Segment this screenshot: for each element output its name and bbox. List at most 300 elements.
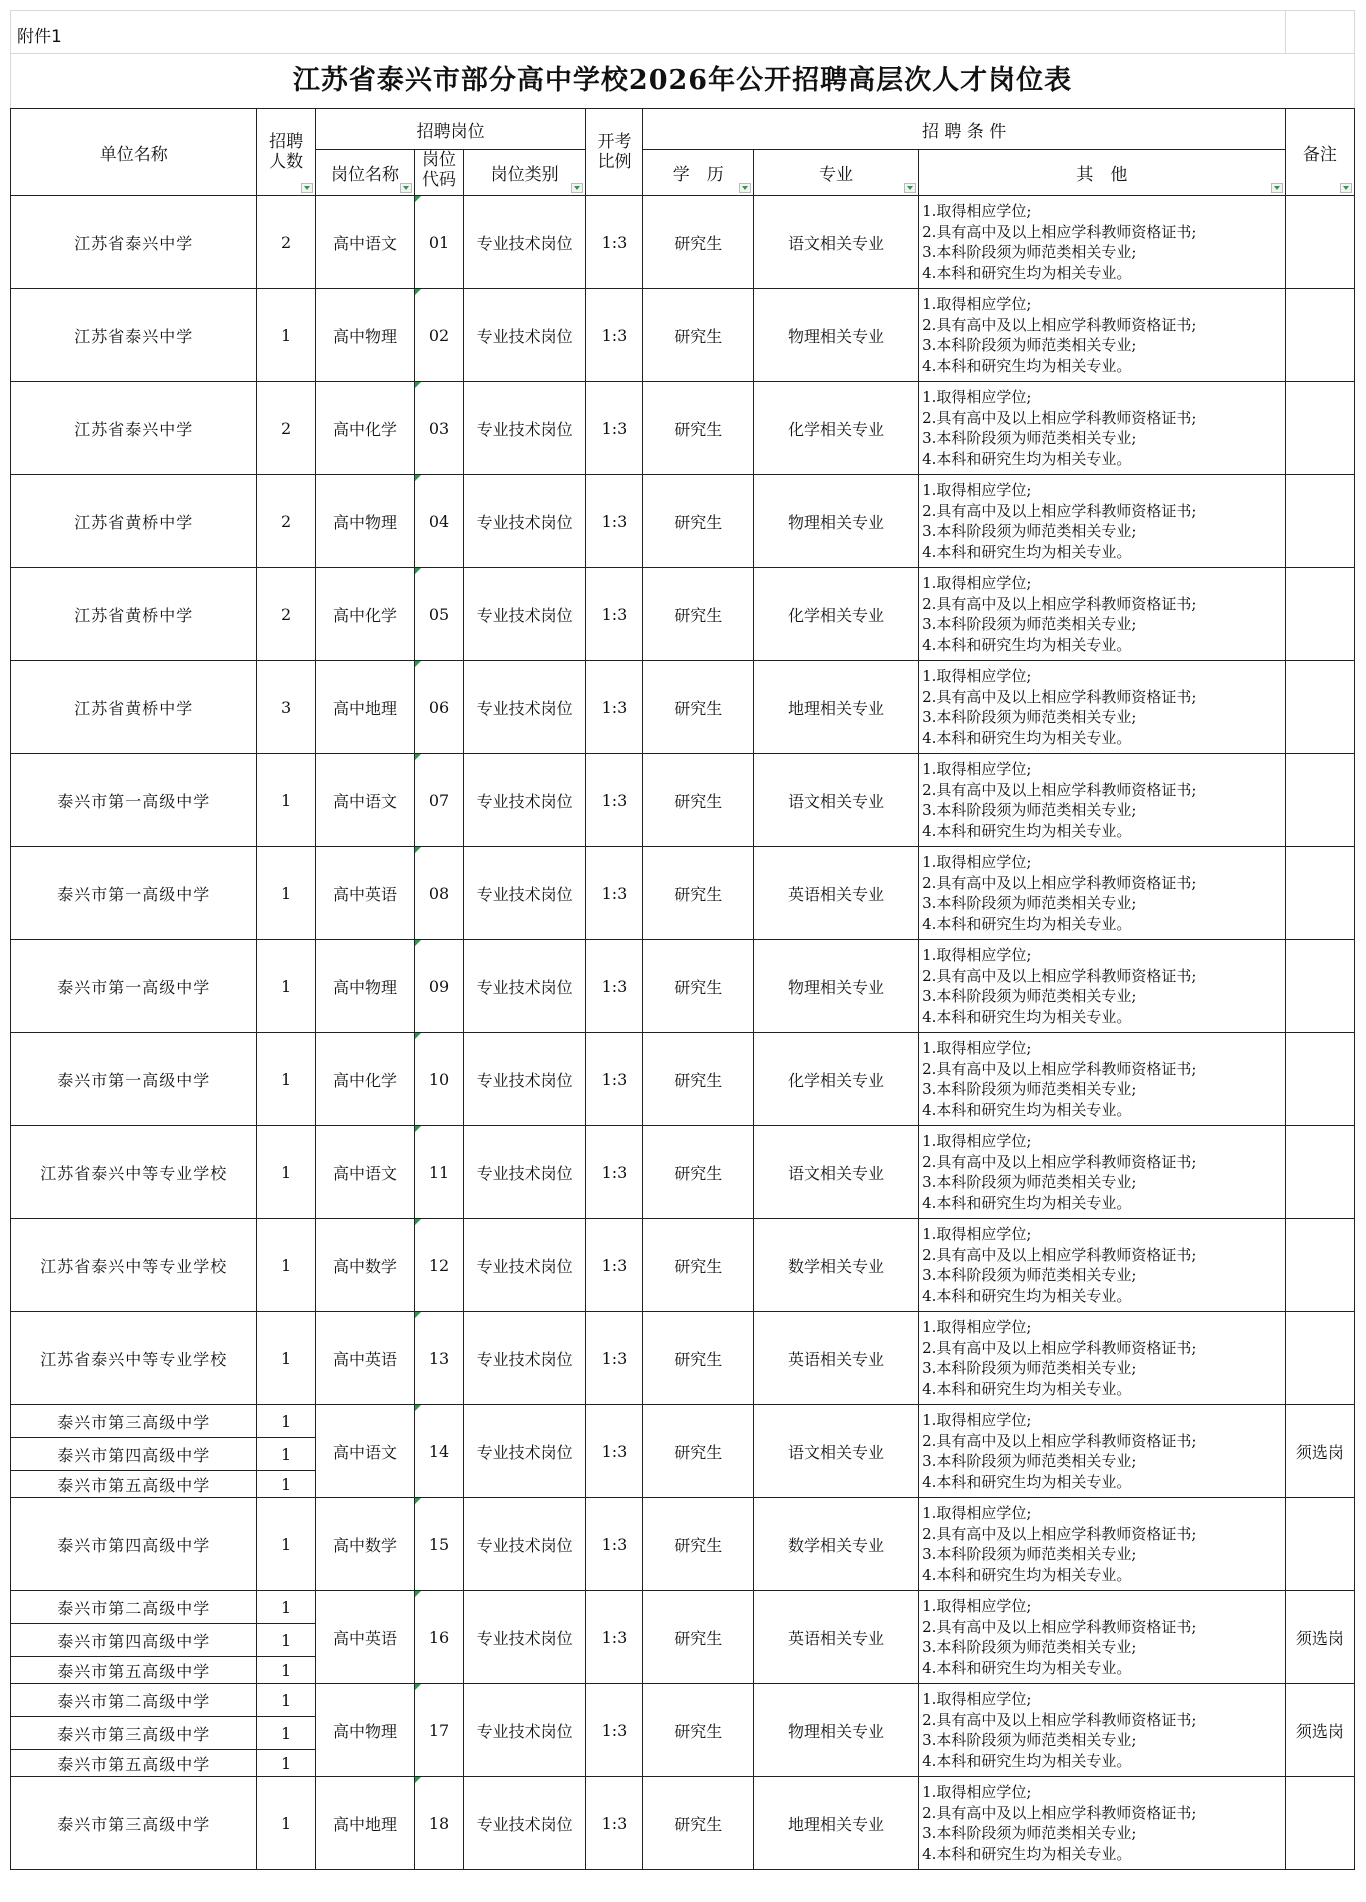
major-cell: 化学相关专业 bbox=[753, 568, 918, 661]
major-cell: 数学相关专业 bbox=[753, 1498, 918, 1591]
post-name-cell: 高中化学 bbox=[315, 382, 415, 475]
count-cell: 2 bbox=[257, 382, 315, 475]
table-row bbox=[11, 1312, 1355, 1405]
post-name-cell: 高中物理 bbox=[315, 475, 415, 568]
major-cell: 物理相关专业 bbox=[753, 475, 918, 568]
major-cell: 化学相关专业 bbox=[753, 382, 918, 475]
condition-line: 4.本科和研究生均为相关专业。 bbox=[922, 821, 1132, 840]
header-unit-name: 单位名称 bbox=[11, 109, 257, 196]
ratio-cell: 1:3 bbox=[586, 661, 643, 754]
conditions-cell bbox=[919, 475, 1286, 568]
conditions-cell bbox=[919, 1684, 1286, 1777]
post-name-cell: 高中物理 bbox=[315, 940, 415, 1033]
post-code-text: 13 bbox=[428, 1348, 450, 1368]
comment-marker-icon bbox=[415, 196, 421, 202]
table-row bbox=[11, 1405, 1355, 1438]
condition-line: 3.本科阶段须为师范类相关专业; bbox=[922, 336, 1137, 354]
conditions-cell bbox=[919, 568, 1286, 661]
condition-line: 4.本科和研究生均为相关专业。 bbox=[922, 1286, 1132, 1305]
condition-line: 2.具有高中及以上相应学科教师资格证书; bbox=[922, 315, 1197, 334]
condition-line: 2.具有高中及以上相应学科教师资格证书; bbox=[922, 594, 1197, 613]
remark-cell bbox=[1285, 1219, 1354, 1312]
major-cell: 数学相关专业 bbox=[753, 1219, 918, 1312]
education-cell: 研究生 bbox=[643, 1684, 753, 1777]
unit-name-cell: 泰兴市第一高级中学 bbox=[11, 940, 257, 1033]
condition-line: 4.本科和研究生均为相关专业。 bbox=[922, 356, 1132, 375]
condition-line: 1.取得相应学位; bbox=[922, 853, 1032, 871]
count-cell: 1 bbox=[257, 1471, 315, 1498]
remark-cell bbox=[1285, 661, 1354, 754]
table-row bbox=[11, 847, 1355, 940]
unit-name-cell: 泰兴市第四高级中学 bbox=[11, 1498, 257, 1591]
condition-line: 4.本科和研究生均为相关专业。 bbox=[922, 1100, 1132, 1119]
condition-line: 2.具有高中及以上相应学科教师资格证书; bbox=[922, 1152, 1197, 1171]
comment-marker-icon bbox=[415, 1219, 421, 1225]
comment-marker-icon bbox=[415, 475, 421, 481]
table-row bbox=[11, 754, 1355, 847]
header-education[interactable]: 学 历 bbox=[643, 150, 753, 196]
major-cell: 地理相关专业 bbox=[753, 661, 918, 754]
conditions-cell bbox=[919, 1777, 1286, 1870]
major-cell: 语文相关专业 bbox=[753, 1126, 918, 1219]
post-name-cell: 高中地理 bbox=[315, 1777, 415, 1870]
post-type-cell: 专业技术岗位 bbox=[463, 475, 586, 568]
condition-line: 1.取得相应学位; bbox=[922, 1225, 1032, 1243]
conditions-cell bbox=[919, 661, 1286, 754]
header-post-group: 招聘岗位 bbox=[315, 109, 586, 150]
post-type-cell: 专业技术岗位 bbox=[463, 847, 586, 940]
filter-dropdown-icon[interactable] bbox=[739, 183, 751, 193]
education-cell: 研究生 bbox=[643, 754, 753, 847]
condition-line: 2.具有高中及以上相应学科教师资格证书; bbox=[922, 501, 1197, 520]
ratio-cell: 1:3 bbox=[586, 289, 643, 382]
comment-marker-icon bbox=[415, 289, 421, 295]
post-code-text: 07 bbox=[428, 790, 450, 810]
major-cell: 物理相关专业 bbox=[753, 940, 918, 1033]
table-row bbox=[11, 289, 1355, 382]
filter-dropdown-icon[interactable] bbox=[301, 183, 313, 193]
conditions-cell bbox=[919, 754, 1286, 847]
condition-line: 4.本科和研究生均为相关专业。 bbox=[922, 1844, 1132, 1863]
header-ratio: 开考比例 bbox=[586, 109, 643, 196]
comment-marker-icon bbox=[415, 661, 421, 667]
post-type-cell: 专业技术岗位 bbox=[463, 196, 586, 289]
condition-line: 4.本科和研究生均为相关专业。 bbox=[922, 1565, 1132, 1584]
filter-dropdown-icon[interactable] bbox=[1271, 183, 1283, 193]
conditions-cell bbox=[919, 1126, 1286, 1219]
unit-name-cell: 江苏省黄桥中学 bbox=[11, 661, 257, 754]
post-type-cell: 专业技术岗位 bbox=[463, 1405, 586, 1498]
count-cell: 1 bbox=[257, 1126, 315, 1219]
condition-line: 3.本科阶段须为师范类相关专业; bbox=[922, 708, 1137, 726]
unit-name-cell: 江苏省泰兴中学 bbox=[11, 289, 257, 382]
count-cell: 1 bbox=[257, 1312, 315, 1405]
ratio-cell: 1:3 bbox=[586, 1777, 643, 1870]
remark-cell bbox=[1285, 289, 1354, 382]
filter-dropdown-icon[interactable] bbox=[904, 183, 916, 193]
header-count[interactable]: 招聘人数 bbox=[257, 109, 315, 196]
ratio-cell: 1:3 bbox=[586, 1498, 643, 1591]
condition-line: 3.本科阶段须为师范类相关专业; bbox=[922, 1452, 1137, 1470]
remark-cell bbox=[1285, 1312, 1354, 1405]
conditions-cell bbox=[919, 1219, 1286, 1312]
condition-line: 1.取得相应学位; bbox=[922, 1783, 1032, 1801]
comment-marker-icon bbox=[415, 1312, 421, 1318]
condition-line: 4.本科和研究生均为相关专业。 bbox=[922, 449, 1132, 468]
unit-name-cell: 泰兴市第二高级中学 bbox=[11, 1591, 257, 1624]
header-major[interactable]: 专业 bbox=[753, 150, 918, 196]
condition-line: 1.取得相应学位; bbox=[922, 1132, 1032, 1150]
education-cell: 研究生 bbox=[643, 475, 753, 568]
condition-line: 2.具有高中及以上相应学科教师资格证书; bbox=[922, 687, 1197, 706]
post-type-cell: 专业技术岗位 bbox=[463, 754, 586, 847]
post-type-cell: 专业技术岗位 bbox=[463, 382, 586, 475]
condition-line: 1.取得相应学位; bbox=[922, 1039, 1032, 1057]
condition-line: 2.具有高中及以上相应学科教师资格证书; bbox=[922, 222, 1197, 241]
post-type-cell: 专业技术岗位 bbox=[463, 1219, 586, 1312]
ratio-cell: 1:3 bbox=[586, 1591, 643, 1684]
post-code-cell bbox=[415, 1405, 464, 1498]
condition-line: 2.具有高中及以上相应学科教师资格证书; bbox=[922, 1338, 1197, 1357]
ratio-cell: 1:3 bbox=[586, 1684, 643, 1777]
post-name-cell: 高中物理 bbox=[315, 289, 415, 382]
conditions-cell bbox=[919, 1312, 1286, 1405]
conditions-cell bbox=[919, 940, 1286, 1033]
cell-divider bbox=[1285, 11, 1286, 53]
major-cell: 英语相关专业 bbox=[753, 1312, 918, 1405]
post-code-text: 16 bbox=[428, 1627, 450, 1647]
comment-marker-icon bbox=[415, 1126, 421, 1132]
condition-line: 1.取得相应学位; bbox=[922, 1597, 1032, 1615]
post-name-cell: 高中英语 bbox=[315, 847, 415, 940]
count-cell: 2 bbox=[257, 568, 315, 661]
comment-marker-icon bbox=[415, 1033, 421, 1039]
condition-line: 3.本科阶段须为师范类相关专业; bbox=[922, 429, 1137, 447]
count-cell: 1 bbox=[257, 1219, 315, 1312]
condition-line: 4.本科和研究生均为相关专业。 bbox=[922, 635, 1132, 654]
remark-cell bbox=[1285, 382, 1354, 475]
condition-line: 1.取得相应学位; bbox=[922, 202, 1032, 220]
post-code-text: 15 bbox=[428, 1534, 450, 1554]
count-cell: 1 bbox=[257, 1624, 315, 1657]
ratio-cell: 1:3 bbox=[586, 1405, 643, 1498]
unit-name-cell: 泰兴市第一高级中学 bbox=[11, 754, 257, 847]
header-post-name[interactable]: 岗位名称 bbox=[315, 150, 415, 196]
post-code-cell bbox=[415, 1219, 464, 1312]
filter-dropdown-icon[interactable] bbox=[571, 183, 583, 193]
count-cell: 1 bbox=[257, 1498, 315, 1591]
unit-name-cell: 泰兴市第三高级中学 bbox=[11, 1777, 257, 1870]
comment-marker-icon bbox=[415, 568, 421, 574]
condition-line: 3.本科阶段须为师范类相关专业; bbox=[922, 243, 1137, 261]
ratio-cell: 1:3 bbox=[586, 196, 643, 289]
post-type-cell: 专业技术岗位 bbox=[463, 1126, 586, 1219]
count-cell: 1 bbox=[257, 1657, 315, 1684]
major-cell: 语文相关专业 bbox=[753, 196, 918, 289]
remark-cell bbox=[1285, 475, 1354, 568]
post-code-text: 02 bbox=[428, 325, 450, 345]
condition-line: 4.本科和研究生均为相关专业。 bbox=[922, 914, 1132, 933]
ratio-cell: 1:3 bbox=[586, 940, 643, 1033]
post-type-cell: 专业技术岗位 bbox=[463, 1591, 586, 1684]
condition-line: 4.本科和研究生均为相关专业。 bbox=[922, 1472, 1132, 1491]
comment-marker-icon bbox=[415, 1405, 421, 1411]
condition-line: 1.取得相应学位; bbox=[922, 946, 1032, 964]
unit-name-cell: 江苏省黄桥中学 bbox=[11, 475, 257, 568]
condition-line: 1.取得相应学位; bbox=[922, 667, 1032, 685]
count-cell: 1 bbox=[257, 289, 315, 382]
post-type-cell: 专业技术岗位 bbox=[463, 661, 586, 754]
post-code-cell bbox=[415, 196, 464, 289]
count-cell: 1 bbox=[257, 1684, 315, 1717]
condition-line: 4.本科和研究生均为相关专业。 bbox=[922, 542, 1132, 561]
post-code-text: 11 bbox=[428, 1162, 450, 1182]
table-row bbox=[11, 382, 1355, 475]
education-cell: 研究生 bbox=[643, 1405, 753, 1498]
major-cell: 英语相关专业 bbox=[753, 847, 918, 940]
condition-line: 3.本科阶段须为师范类相关专业; bbox=[922, 1266, 1137, 1284]
unit-name-cell: 泰兴市第三高级中学 bbox=[11, 1405, 257, 1438]
condition-line: 2.具有高中及以上相应学科教师资格证书; bbox=[922, 1710, 1197, 1729]
education-cell: 研究生 bbox=[643, 661, 753, 754]
remark-cell bbox=[1285, 940, 1354, 1033]
unit-name-cell: 江苏省泰兴中学 bbox=[11, 196, 257, 289]
post-code-text: 17 bbox=[428, 1720, 450, 1740]
condition-line: 1.取得相应学位; bbox=[922, 295, 1032, 313]
condition-line: 1.取得相应学位; bbox=[922, 481, 1032, 499]
post-name-cell: 高中语文 bbox=[315, 196, 415, 289]
post-code-text: 14 bbox=[428, 1441, 450, 1461]
table-row bbox=[11, 568, 1355, 661]
condition-line: 1.取得相应学位; bbox=[922, 760, 1032, 778]
post-code-text: 18 bbox=[428, 1813, 450, 1833]
unit-name-cell: 泰兴市第二高级中学 bbox=[11, 1684, 257, 1717]
title-row bbox=[10, 54, 1355, 108]
filter-dropdown-icon[interactable] bbox=[1340, 183, 1352, 193]
remark-cell bbox=[1285, 1126, 1354, 1219]
ratio-cell: 1:3 bbox=[586, 1126, 643, 1219]
education-cell: 研究生 bbox=[643, 1219, 753, 1312]
table-row bbox=[11, 1684, 1355, 1717]
condition-line: 3.本科阶段须为师范类相关专业; bbox=[922, 1080, 1137, 1098]
education-cell: 研究生 bbox=[643, 1591, 753, 1684]
post-code-cell bbox=[415, 568, 464, 661]
condition-line: 4.本科和研究生均为相关专业。 bbox=[922, 1007, 1132, 1026]
education-cell: 研究生 bbox=[643, 940, 753, 1033]
comment-marker-icon bbox=[415, 1498, 421, 1504]
count-cell: 2 bbox=[257, 475, 315, 568]
count-cell: 1 bbox=[257, 1591, 315, 1624]
post-name-cell: 高中化学 bbox=[315, 1033, 415, 1126]
conditions-cell bbox=[919, 289, 1286, 382]
condition-line: 3.本科阶段须为师范类相关专业; bbox=[922, 522, 1137, 540]
comment-marker-icon bbox=[415, 847, 421, 853]
major-cell: 地理相关专业 bbox=[753, 1777, 918, 1870]
post-code-cell bbox=[415, 1591, 464, 1684]
conditions-cell bbox=[919, 1498, 1286, 1591]
major-cell: 物理相关专业 bbox=[753, 1684, 918, 1777]
condition-line: 3.本科阶段须为师范类相关专业; bbox=[922, 894, 1137, 912]
table-row bbox=[11, 1126, 1355, 1219]
count-cell: 2 bbox=[257, 196, 315, 289]
condition-line: 4.本科和研究生均为相关专业。 bbox=[922, 263, 1132, 282]
condition-line: 4.本科和研究生均为相关专业。 bbox=[922, 1658, 1132, 1677]
comment-marker-icon bbox=[415, 1591, 421, 1597]
education-cell: 研究生 bbox=[643, 382, 753, 475]
count-cell: 1 bbox=[257, 1405, 315, 1438]
post-code-cell bbox=[415, 754, 464, 847]
major-cell: 物理相关专业 bbox=[753, 289, 918, 382]
unit-name-cell: 泰兴市第一高级中学 bbox=[11, 1033, 257, 1126]
major-cell: 英语相关专业 bbox=[753, 1591, 918, 1684]
remark-cell bbox=[1285, 847, 1354, 940]
count-cell: 1 bbox=[257, 847, 315, 940]
ratio-cell: 1:3 bbox=[586, 1033, 643, 1126]
filter-dropdown-icon[interactable] bbox=[400, 183, 412, 193]
remark-cell bbox=[1285, 196, 1354, 289]
post-code-cell bbox=[415, 1498, 464, 1591]
post-name-cell: 高中地理 bbox=[315, 661, 415, 754]
remark-cell bbox=[1285, 1033, 1354, 1126]
condition-line: 2.具有高中及以上相应学科教师资格证书; bbox=[922, 966, 1197, 985]
ratio-cell: 1:3 bbox=[586, 847, 643, 940]
condition-line: 2.具有高中及以上相应学科教师资格证书; bbox=[922, 408, 1197, 427]
count-cell: 1 bbox=[257, 1438, 315, 1471]
post-name-cell: 高中语文 bbox=[315, 754, 415, 847]
unit-name-cell: 泰兴市第五高级中学 bbox=[11, 1657, 257, 1684]
condition-line: 2.具有高中及以上相应学科教师资格证书; bbox=[922, 873, 1197, 892]
table-row bbox=[11, 1033, 1355, 1126]
table-row bbox=[11, 1777, 1355, 1870]
condition-line: 2.具有高中及以上相应学科教师资格证书; bbox=[922, 1617, 1197, 1636]
comment-marker-icon bbox=[415, 754, 421, 760]
condition-line: 3.本科阶段须为师范类相关专业; bbox=[922, 1731, 1137, 1749]
comment-marker-icon bbox=[415, 1684, 421, 1690]
post-type-cell: 专业技术岗位 bbox=[463, 1684, 586, 1777]
count-cell: 1 bbox=[257, 940, 315, 1033]
table-row bbox=[11, 475, 1355, 568]
post-type-cell: 专业技术岗位 bbox=[463, 940, 586, 1033]
education-cell: 研究生 bbox=[643, 196, 753, 289]
unit-name-cell: 泰兴市第三高级中学 bbox=[11, 1717, 257, 1750]
post-code-cell bbox=[415, 289, 464, 382]
header-post-type[interactable]: 岗位类别 bbox=[463, 150, 586, 196]
remark-cell: 须选岗 bbox=[1285, 1405, 1354, 1498]
unit-name-cell: 江苏省泰兴中学 bbox=[11, 382, 257, 475]
condition-line: 2.具有高中及以上相应学科教师资格证书; bbox=[922, 1524, 1197, 1543]
major-cell: 语文相关专业 bbox=[753, 754, 918, 847]
count-cell: 3 bbox=[257, 661, 315, 754]
post-name-cell: 高中英语 bbox=[315, 1312, 415, 1405]
post-code-text: 08 bbox=[428, 883, 450, 903]
conditions-cell bbox=[919, 1591, 1286, 1684]
post-type-cell: 专业技术岗位 bbox=[463, 568, 586, 661]
count-cell: 1 bbox=[257, 1033, 315, 1126]
header-remark[interactable]: 备注 bbox=[1285, 109, 1354, 196]
condition-line: 3.本科阶段须为师范类相关专业; bbox=[922, 987, 1137, 1005]
unit-name-cell: 江苏省泰兴中等专业学校 bbox=[11, 1126, 257, 1219]
count-cell: 1 bbox=[257, 1777, 315, 1870]
condition-line: 3.本科阶段须为师范类相关专业; bbox=[922, 1824, 1137, 1842]
post-code-cell bbox=[415, 1312, 464, 1405]
education-cell: 研究生 bbox=[643, 1033, 753, 1126]
attachment-row bbox=[10, 10, 1355, 54]
post-code-text: 01 bbox=[428, 232, 450, 252]
post-code-cell bbox=[415, 1033, 464, 1126]
post-name-cell: 高中数学 bbox=[315, 1498, 415, 1591]
unit-name-cell: 江苏省泰兴中等专业学校 bbox=[11, 1312, 257, 1405]
post-code-cell bbox=[415, 940, 464, 1033]
post-code-cell bbox=[415, 1126, 464, 1219]
education-cell: 研究生 bbox=[643, 1498, 753, 1591]
conditions-cell bbox=[919, 1033, 1286, 1126]
post-name-cell: 高中物理 bbox=[315, 1684, 415, 1777]
post-code-cell bbox=[415, 475, 464, 568]
count-cell: 1 bbox=[257, 754, 315, 847]
ratio-cell: 1:3 bbox=[586, 475, 643, 568]
unit-name-cell: 江苏省黄桥中学 bbox=[11, 568, 257, 661]
condition-line: 1.取得相应学位; bbox=[922, 1411, 1032, 1429]
ratio-cell: 1:3 bbox=[586, 1312, 643, 1405]
post-code-text: 06 bbox=[428, 697, 450, 717]
condition-line: 4.本科和研究生均为相关专业。 bbox=[922, 1751, 1132, 1770]
conditions-cell bbox=[919, 1405, 1286, 1498]
post-type-cell: 专业技术岗位 bbox=[463, 1312, 586, 1405]
education-cell: 研究生 bbox=[643, 1777, 753, 1870]
major-cell: 化学相关专业 bbox=[753, 1033, 918, 1126]
condition-line: 4.本科和研究生均为相关专业。 bbox=[922, 1379, 1132, 1398]
unit-name-cell: 江苏省泰兴中等专业学校 bbox=[11, 1219, 257, 1312]
major-cell: 语文相关专业 bbox=[753, 1405, 918, 1498]
education-cell: 研究生 bbox=[643, 1126, 753, 1219]
post-code-cell bbox=[415, 847, 464, 940]
education-cell: 研究生 bbox=[643, 289, 753, 382]
remark-cell bbox=[1285, 1777, 1354, 1870]
conditions-cell bbox=[919, 847, 1286, 940]
condition-line: 4.本科和研究生均为相关专业。 bbox=[922, 1193, 1132, 1212]
unit-name-cell: 泰兴市第四高级中学 bbox=[11, 1624, 257, 1657]
comment-marker-icon bbox=[415, 1777, 421, 1783]
condition-line: 2.具有高中及以上相应学科教师资格证书; bbox=[922, 780, 1197, 799]
ratio-cell: 1:3 bbox=[586, 568, 643, 661]
post-code-text: 10 bbox=[428, 1069, 450, 1089]
post-type-cell: 专业技术岗位 bbox=[463, 1777, 586, 1870]
header-post-code: 岗位代码 bbox=[415, 150, 464, 196]
condition-line: 2.具有高中及以上相应学科教师资格证书; bbox=[922, 1059, 1197, 1078]
post-type-cell: 专业技术岗位 bbox=[463, 289, 586, 382]
condition-line: 2.具有高中及以上相应学科教师资格证书; bbox=[922, 1245, 1197, 1264]
attachment-label: 附件1 bbox=[17, 27, 62, 47]
post-code-cell bbox=[415, 382, 464, 475]
header-condition-group: 招 聘 条 件 bbox=[643, 109, 1285, 150]
table-row bbox=[11, 1498, 1355, 1591]
post-name-cell: 高中语文 bbox=[315, 1405, 415, 1498]
comment-marker-icon bbox=[415, 940, 421, 946]
remark-cell: 须选岗 bbox=[1285, 1591, 1354, 1684]
count-cell: 1 bbox=[257, 1717, 315, 1750]
post-code-text: 04 bbox=[428, 511, 450, 531]
condition-line: 4.本科和研究生均为相关专业。 bbox=[922, 728, 1132, 747]
post-code-text: 12 bbox=[428, 1255, 450, 1275]
condition-line: 1.取得相应学位; bbox=[922, 574, 1032, 592]
header-other[interactable]: 其 他 bbox=[919, 150, 1286, 196]
post-name-cell: 高中化学 bbox=[315, 568, 415, 661]
ratio-cell: 1:3 bbox=[586, 382, 643, 475]
post-type-cell: 专业技术岗位 bbox=[463, 1498, 586, 1591]
condition-line: 2.具有高中及以上相应学科教师资格证书; bbox=[922, 1803, 1197, 1822]
condition-line: 1.取得相应学位; bbox=[922, 388, 1032, 406]
table-row bbox=[11, 661, 1355, 754]
